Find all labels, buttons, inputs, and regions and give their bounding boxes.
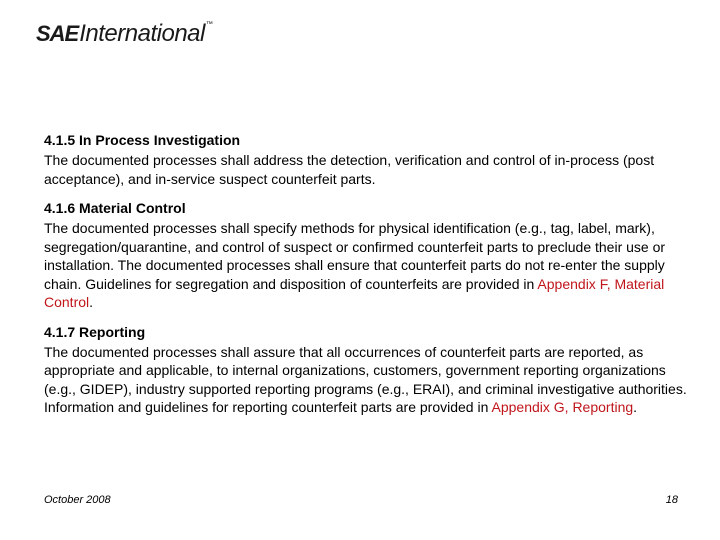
footer-date: October 2008 — [44, 494, 111, 506]
section-material-control — [44, 199, 694, 312]
appendix-g-link[interactable]: Appendix G, Reporting — [491, 399, 634, 415]
section-reporting — [44, 323, 694, 417]
section-paragraph: The documented processes shall assure that all occurrences of counterfeit parts are reported, as appropriate and applicable, to internal organizations, customers, government reporting organizations (e.g., GIDEP), industry supported reporting programs (e.g., ERAI), and criminal investigative authorities. Information and guidelines for reporting counterfeit parts are provided in — [44, 343, 687, 415]
section-text — [44, 219, 694, 312]
section-heading: 4.1.5 In Process Investigation — [44, 132, 241, 148]
page-number: 18 — [665, 494, 678, 506]
section-suffix: . — [89, 294, 94, 310]
logo-name: International — [79, 20, 205, 47]
section-heading: 4.1.7 Reporting — [44, 323, 146, 340]
section-heading: 4.1.6 Material Control — [44, 200, 186, 216]
logo-trademark: ™ — [205, 21, 213, 28]
section-paragraph: The documented processes shall specify methods for physical identification (e.g., tag, label, mark), segregation/quarantine, and control of suspect or confirmed counterfeit parts to preclude their use or installation. The documented processes shall ensure that counterfeit parts do not re-enter the supply chain. Guidelines for segregation and disposition of counterfeits are provided in — [44, 220, 666, 292]
section-paragraph: The documented processes shall address the detection, verification and control of in-process (post acceptance), and in-service suspect counterfeit parts. — [44, 152, 655, 187]
section-text — [44, 343, 694, 417]
section-in-process-investigation — [44, 131, 694, 188]
section-suffix: . — [633, 399, 638, 415]
appendix-f-link[interactable]: Appendix F, Material Control — [44, 275, 665, 310]
section-text — [44, 151, 694, 188]
logo-brand: SAE — [36, 21, 79, 46]
document-body — [44, 131, 694, 428]
sae-international-logo — [36, 20, 213, 48]
